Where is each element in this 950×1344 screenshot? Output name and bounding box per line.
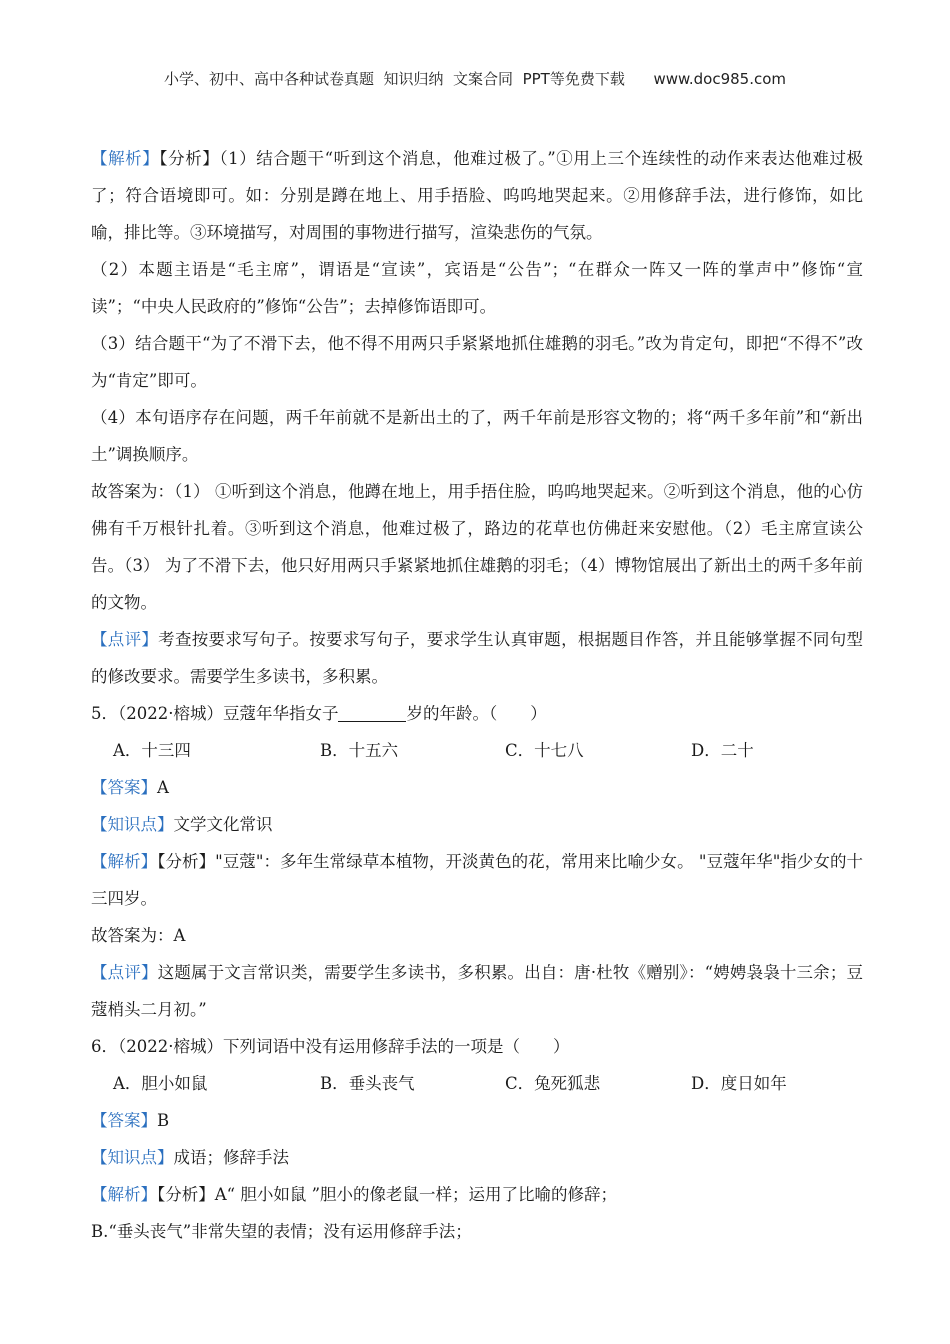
analysis-subtag: 【分析】 [157, 1185, 215, 1204]
answer-tag: 【答案】 [91, 1111, 157, 1130]
q6-option-c: C．兔死狐悲 [505, 1074, 601, 1093]
q5-comment [91, 954, 863, 1028]
q5-comment-text: 这题属于文言常识类，需要学生多读书，多积累。出自：唐·杜牧《赠别》：“娉娉袅袅十三余；豆蔻梢头二月初。” [91, 963, 864, 1019]
q6-option-b: B．垂头丧气 [320, 1074, 415, 1093]
analysis-tag: 【解析】 [91, 1185, 157, 1204]
analysis-tag: 【解析】 [91, 852, 158, 871]
q5-knowledge [91, 806, 863, 843]
knowledge-tag: 【知识点】 [91, 815, 174, 834]
q4-comment [91, 621, 863, 695]
q6-analysis-a-text: A“ 胆小如鼠 ”胆小的像老鼠一样；运用了比喻的修辞； [214, 1185, 618, 1204]
q5-stem-after: 岁的年龄。（ ） [406, 704, 547, 723]
q6-knowledge-text: 成语；修辞手法 [173, 1148, 289, 1167]
analysis-subtag: 【分析】 [159, 149, 220, 168]
analysis-subtag: 【分析】 [157, 852, 216, 871]
knowledge-tag: 【知识点】 [91, 1148, 174, 1167]
analysis-tag: 【解析】 [91, 149, 160, 168]
q5-knowledge-text: 文学文化常识 [173, 815, 273, 834]
comment-tag: 【点评】 [91, 630, 159, 649]
q6-options [91, 1065, 863, 1102]
q4-analysis-3: （3）结合题干“为了不滑下去，他不得不用两只手紧紧地抓住雄鹅的羽毛。”改为肯定句，即把“不得不”改为“肯定”即可。 [91, 334, 863, 390]
q5-answer-text: 故答案为：A [91, 926, 186, 945]
q4-analysis-1-text: （1）结合题干“听到这个消息，他难过极了。”①用上三个连续性的动作来表达他难过极了；符合语境即可。如：分别是蹲在地上、用手捂脸、呜呜地哭起来。②用修辞手法，进行修饰，如比喻，排比等。③环境描写，对周围的事物进行描写，渲染悲伤的气氛。 [91, 149, 864, 242]
q5-options [91, 732, 863, 769]
q5-option-a: A．十三四 [113, 741, 191, 760]
q6-answer [91, 1102, 863, 1139]
q6-stem: 6．（2022·榕城）下列词语中没有运用修辞手法的一项是（ ） [91, 1037, 570, 1056]
q5-analysis-text: "豆蔻"：多年生常绿草本植物，开淡黄色的花，常用来比喻少女。 "豆蔻年华"指少女的十三四岁。 [91, 852, 864, 908]
q6-option-a: A．胆小如鼠 [113, 1074, 208, 1093]
answer-tag: 【答案】 [91, 778, 157, 797]
q6-knowledge [91, 1139, 863, 1176]
answer-blank [338, 703, 406, 722]
q5-stem-before: 5．（2022·榕城）豆蔻年华指女子 [91, 704, 339, 723]
q5-option-d: D．二十 [691, 741, 754, 760]
q5-option-b: B．十五六 [320, 741, 399, 760]
q5-option-c: C．十七八 [505, 741, 584, 760]
comment-tag: 【点评】 [91, 963, 158, 982]
document-body [91, 140, 863, 1250]
q5-answer-value: A [157, 778, 169, 797]
q5-answer [91, 769, 863, 806]
q4-answer: 故答案为：（1） ①听到这个消息，他蹲在地上，用手捂住脸，呜呜地哭起来。②听到这个消息，他的心仿佛有千万根针扎着。③听到这个消息，他难过极了，路边的花草也仿佛赶来安慰他。（2）毛主席宣读公告。（3） 为了不滑下去，他只好用两只手紧紧地抓住雄鹅的羽毛；（4）博物馆展出了新出土的两千多年前的文物。 [91, 482, 863, 612]
q6-analysis-b: B.“垂头丧气”非常失望的表情；没有运用修辞手法； [91, 1222, 472, 1241]
q4-analysis-2: （2）本题主语是“毛主席”，谓语是“宣读”，宾语是“公告”；“在群众一阵又一阵的掌声中”修饰“宣读”；“中央人民政府的”修饰“公告”；去掉修饰语即可。 [91, 260, 863, 316]
q4-analysis-1 [91, 140, 863, 251]
page-header: 小学、初中、高中各种试卷真题 知识归纳 文案合同 PPT等免费下载 www.doc985.com [163, 70, 787, 88]
q4-analysis-4: （4）本句语序存在问题，两千年前就不是新出土的了，两千年前是形容文物的；将“两千多年前”和“新出土”调换顺序。 [91, 408, 863, 464]
q5-analysis [91, 843, 863, 917]
q4-comment-text: 考查按要求写句子。按要求写句子，要求学生认真审题，根据题目作答，并且能够掌握不同句型的修改要求。需要学生多读书，多积累。 [91, 630, 864, 686]
q5-stem [91, 695, 863, 732]
q6-answer-value: B [157, 1111, 170, 1130]
q6-analysis-a [91, 1176, 863, 1213]
q6-option-d: D．度日如年 [691, 1074, 787, 1093]
